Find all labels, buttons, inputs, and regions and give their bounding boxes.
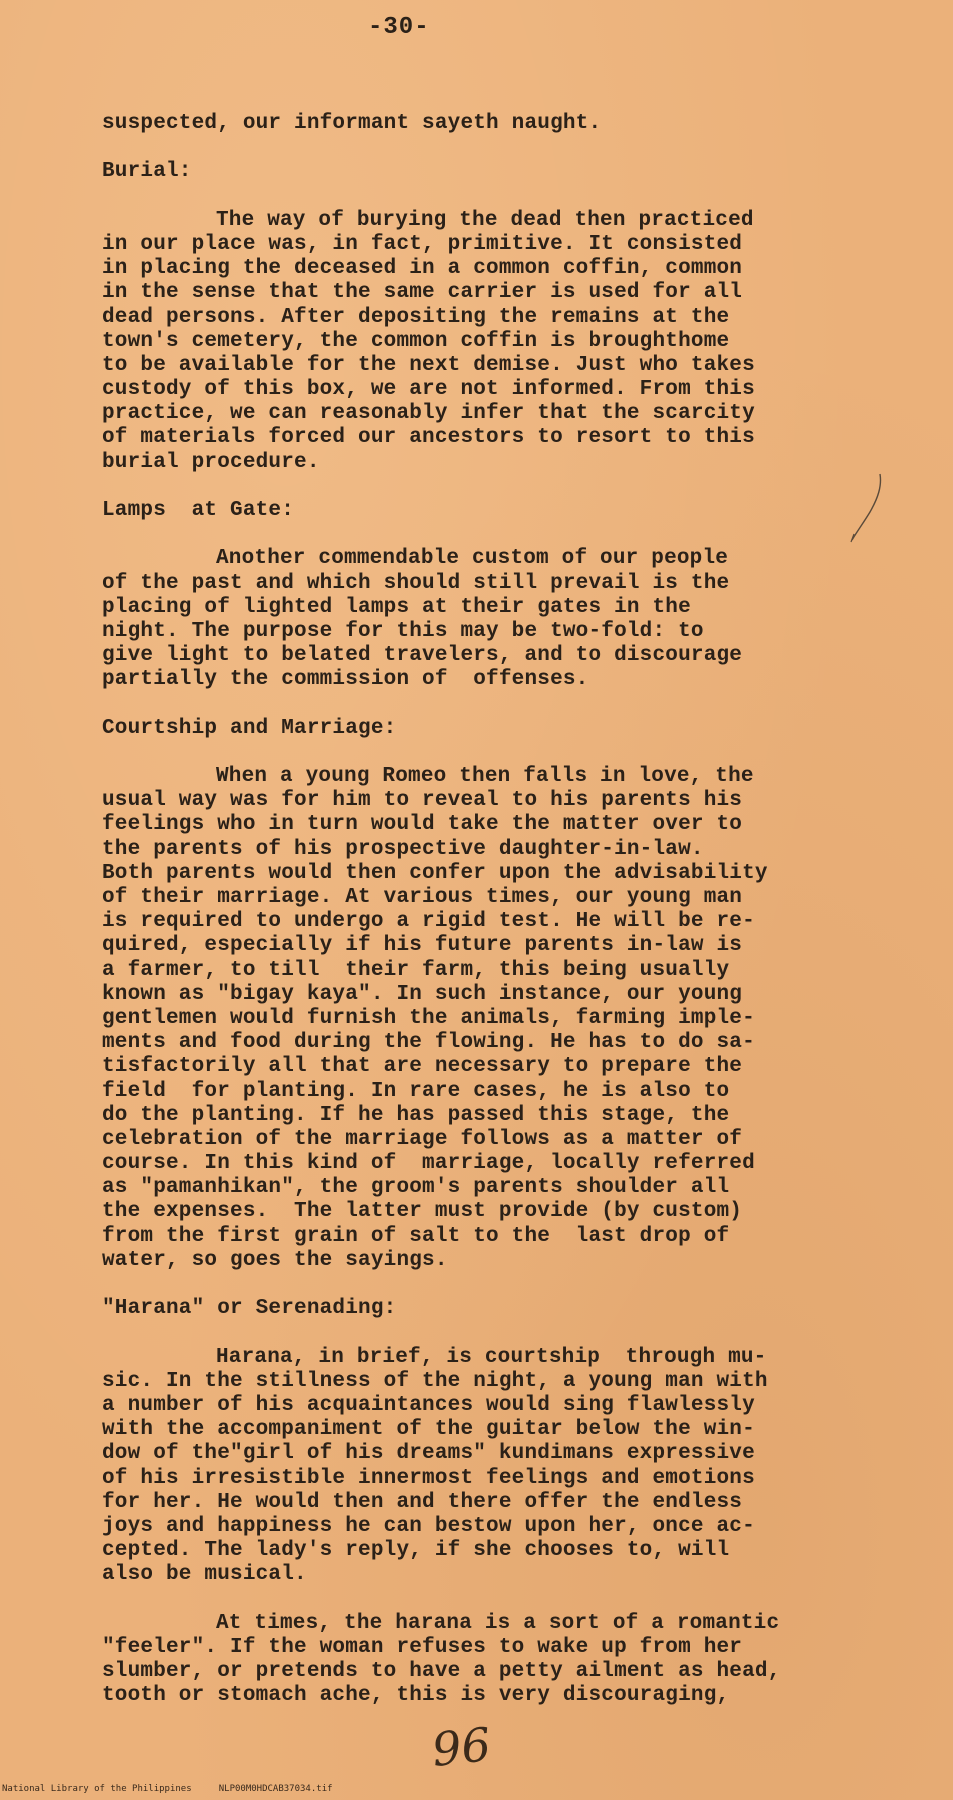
paragraph — [102, 1346, 862, 1588]
text-line: a farmer, to till their farm, this being usually — [102, 958, 730, 982]
scan-footer: National Library of the Philippines NLP00M0HDCAB37034.tif — [2, 1784, 333, 1794]
text-line: "Harana" or Serenading: — [102, 1297, 397, 1321]
section-heading — [102, 1297, 862, 1321]
text-line: Both parents would then confer upon the advisability — [102, 861, 768, 885]
text-line: usual way was for him to reveal to his parents his — [102, 789, 743, 813]
text-line: quired, especially if his future parents in-law is — [102, 934, 743, 958]
text-line: of their marriage. At various times, our young man — [102, 886, 743, 909]
text-line: a number of his acquaintances would sing flawlessly — [102, 1393, 755, 1417]
text-line: in the sense that the same carrier is used for all — [102, 281, 743, 305]
text-line: with the accompaniment of the guitar below the win- — [102, 1418, 755, 1442]
text-line: dow of the"girl of his dreams" kundimans expressive — [102, 1442, 755, 1466]
paragraph — [102, 112, 862, 136]
paragraph-gap — [102, 1273, 862, 1297]
text-line: tisfactorily all that are necessary to prepare the — [102, 1055, 743, 1079]
text-line: When a young Romeo then falls in love, the — [216, 765, 754, 789]
text-line: dead persons. After depositing the remains at the — [102, 305, 730, 329]
paragraph-gap — [102, 185, 862, 209]
text-line: "feeler". If the woman refuses to wake up from her — [102, 1635, 743, 1659]
handwritten-page-number: 96 — [429, 1717, 494, 1777]
paragraph — [102, 1612, 862, 1709]
text-line: water, so goes the sayings. — [102, 1248, 448, 1272]
text-line: Another commendable custom of our people — [216, 547, 729, 571]
text-line: feelings who in turn would take the matter over to — [102, 813, 743, 837]
text-line: in our place was, in fact, primitive. It consisted — [102, 232, 743, 256]
pencil-mark — [848, 472, 888, 544]
text-line: joys and happiness he can bestow upon her, once ac- — [102, 1514, 755, 1538]
text-line: Burial: — [102, 160, 192, 184]
text-line: Courtship and Marriage: — [102, 716, 397, 740]
text-line: course. In this kind of marriage, locally referred — [102, 1152, 755, 1176]
text-line: field for planting. In rare cases, he is also to — [102, 1079, 730, 1103]
text-line: town's cemetery, the common coffin is broughthome — [102, 329, 730, 353]
page-number: -30- — [368, 14, 430, 41]
paragraph-gap — [102, 1321, 862, 1345]
text-line: custody of this box, we are not informed. From this — [102, 378, 755, 402]
text-line: also be musical. — [102, 1563, 307, 1587]
text-line: of materials forced our ancestors to resort to this — [102, 426, 755, 450]
document-body — [102, 112, 862, 1708]
text-line: gentlemen would furnish the animals, farming imple- — [102, 1006, 755, 1030]
text-line: of the past and which should still prevail is the — [102, 571, 730, 595]
paragraph-gap — [102, 136, 862, 160]
section-heading — [102, 160, 862, 184]
text-line: sic. In the stillness of the night, a young man with — [102, 1369, 768, 1393]
paragraph — [102, 765, 862, 1273]
text-line: from the first grain of salt to the last drop of — [102, 1224, 730, 1248]
paragraph-gap — [102, 523, 862, 547]
text-line: give light to belated travelers, and to discourage — [102, 644, 743, 668]
text-line: night. The purpose for this may be two-fold: to — [102, 619, 704, 643]
text-line: practice, we can reasonably infer that the scarcity — [102, 402, 755, 426]
paragraph-gap — [102, 741, 862, 765]
text-line: known as "bigay kaya". In such instance, our young — [102, 982, 743, 1006]
text-line: in placing the deceased in a common coffin, common — [102, 257, 743, 281]
section-heading — [102, 499, 862, 523]
text-line: as "pamanhikan", the groom's parents shoulder all — [102, 1176, 730, 1200]
text-line: the expenses. The latter must provide (by custom) — [102, 1200, 743, 1224]
text-line: slumber, or pretends to have a petty ailment as head, — [102, 1660, 781, 1683]
text-line: suspected, our informant sayeth naught. — [102, 112, 602, 135]
text-line: celebration of the marriage follows as a matter of — [102, 1127, 743, 1151]
text-line: is required to undergo a rigid test. He will be re- — [102, 910, 755, 934]
paragraph-gap — [102, 475, 862, 499]
text-line: the parents of his prospective daughter-in-law. — [102, 837, 704, 861]
text-line: burial procedure. — [102, 450, 320, 474]
text-line: At times, the harana is a sort of a romantic — [216, 1611, 780, 1635]
section-heading — [102, 717, 862, 741]
text-line: Harana, in brief, is courtship through mu- — [216, 1345, 767, 1369]
text-line: The way of burying the dead then practiced — [216, 208, 754, 232]
paragraph — [102, 547, 862, 692]
text-line: Lamps at Gate: — [102, 499, 295, 522]
text-line: do the planting. If he has passed this stage, the — [102, 1103, 730, 1127]
text-line: to be available for the next demise. Just who takes — [102, 353, 755, 377]
text-line: for her. He would then and there offer the endless — [102, 1490, 743, 1514]
text-line: tooth or stomach ache, this is very discouraging, — [102, 1684, 730, 1708]
text-line: partially the commission of offenses. — [102, 668, 589, 692]
text-line: cepted. The lady's reply, if she chooses to, will — [102, 1539, 730, 1563]
text-line: placing of lighted lamps at their gates in the — [102, 595, 691, 619]
text-line: ments and food during the flowing. He has to do sa- — [102, 1031, 755, 1055]
text-line: of his irresistible innermost feelings and emotions — [102, 1466, 755, 1490]
paragraph-gap — [102, 1587, 862, 1611]
paragraph-gap — [102, 693, 862, 717]
paragraph — [102, 209, 862, 475]
